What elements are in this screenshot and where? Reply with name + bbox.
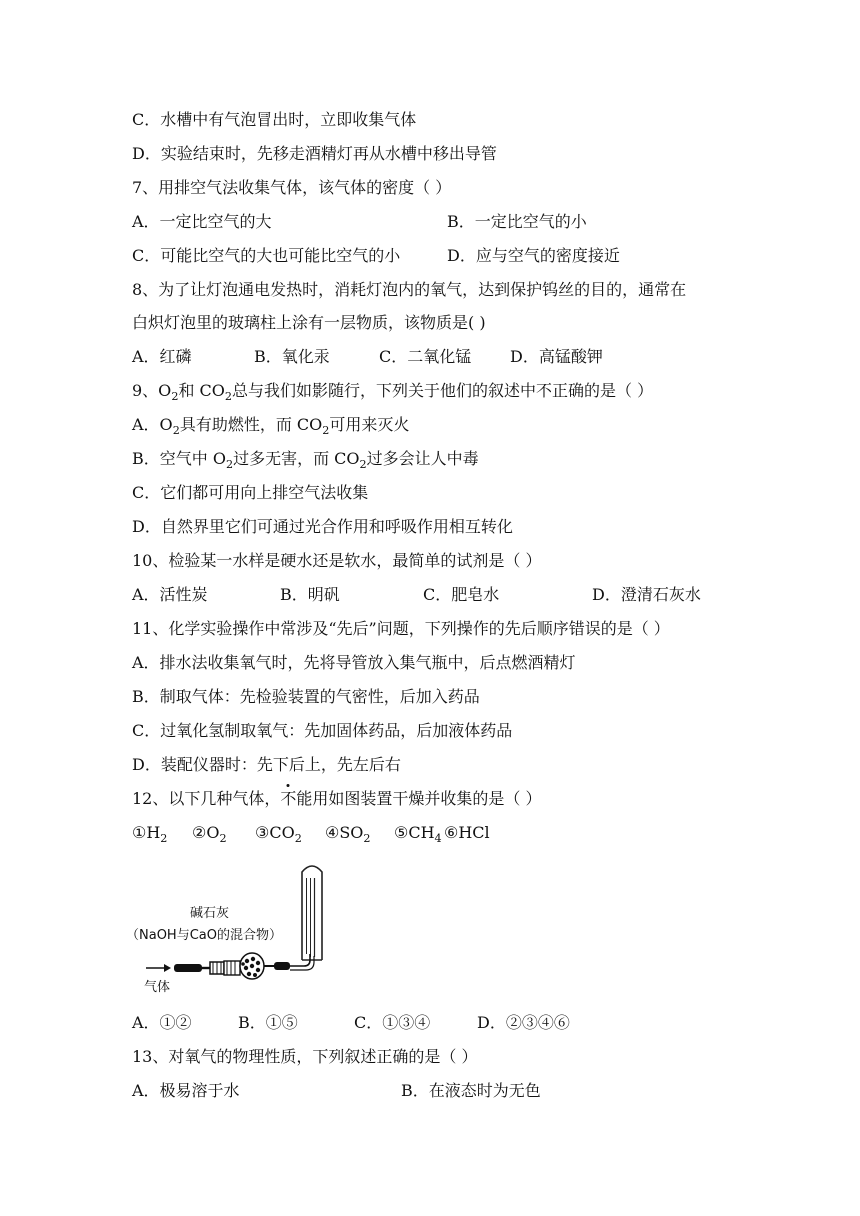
q12-gas-mark: ⑤CH [394, 823, 435, 842]
q9-option-d: D．自然界里它们可通过光合作用和呼吸作用相互转化 [132, 517, 513, 536]
q12-gas-item [394, 823, 442, 846]
q8-stem-line-1: 8、为了让灯泡通电发热时，消耗灯泡内的氧气，达到保护钨丝的目的，通常在 [132, 280, 687, 299]
q7-option-b: B．一定比空气的小 [447, 212, 587, 231]
q9-option-b-part: 过多会让人中毒 [366, 449, 479, 468]
q12-emphasis-char: 不 [280, 789, 297, 808]
tubing-icon [174, 961, 240, 975]
q10-option-a: A．活性炭 [132, 585, 208, 604]
q8-stem-line-2: 白炽灯泡里的玻璃柱上涂有一层物质，该物质是( ) [132, 313, 486, 332]
q7-options-cd [132, 246, 620, 266]
q12-gas-subscript: 2 [219, 832, 227, 846]
q12-gas-mark: ⑥HCl [444, 823, 490, 842]
q10-option-d: D．澄清石灰水 [592, 585, 701, 604]
q9-option-b [132, 449, 479, 472]
q9-option-a-part: 可用来灭火 [329, 415, 410, 434]
q9-stem-part: 和 CO [178, 381, 225, 400]
figure-label-soda-lime: 碱石灰 [190, 906, 230, 921]
q9-stem-part: 9、O [132, 381, 172, 400]
q12-gas-subscript: 4 [434, 832, 442, 846]
q12-options [132, 1013, 570, 1033]
q12-stem [132, 789, 542, 809]
q12-gas-subscript: 2 [160, 832, 168, 846]
q9-option-b-part: 过多无害，而 CO [233, 449, 360, 468]
q8-option-d: D．高锰酸钾 [510, 347, 603, 366]
q7-option-d: D．应与空气的密度接近 [447, 246, 620, 265]
q11-option-a: A．排水法收集氧气时，先将导管放入集气瓶中，后点燃酒精灯 [132, 653, 576, 672]
q9-stem [132, 381, 654, 404]
gas-inlet-arrow-icon [146, 964, 171, 972]
q9-option-b-part: B．空气中 O [132, 449, 226, 468]
apparatus-drawing [134, 858, 324, 998]
q9-option-c: C．它们都可用向上排空气法收集 [132, 483, 369, 502]
q9-stem-subscript: 2 [171, 390, 179, 404]
q9-option-a [132, 415, 410, 438]
q12-option-b: B．①⑤ [238, 1013, 298, 1032]
q9-stem-subscript: 2 [224, 390, 233, 404]
q11-option-b: B．制取气体：先检验装置的气密性，后加入药品 [132, 687, 480, 706]
q8-option-c: C．二氧化锰 [379, 347, 472, 366]
figure-label-mixture: （NaOH与CaO的混合物） [126, 928, 282, 943]
q9-option-a-part: A．O [132, 415, 173, 434]
q6-option-c: C．水槽中有气泡冒出时，立即收集气体 [132, 110, 417, 129]
q12-gas-mark: ②O [192, 823, 220, 842]
q12-gas-item [132, 823, 168, 846]
q9-option-a-subscript: 2 [322, 424, 330, 438]
q12-gas-item [255, 823, 302, 846]
q7-options-ab [132, 212, 587, 232]
drying-bulb-icon [240, 953, 264, 979]
q8-option-a: A．红磷 [132, 347, 192, 366]
q12-stem-part: 用如图装置干燥并收集的是（ ） [312, 789, 542, 808]
q12-gas-mark: ①H [132, 823, 161, 842]
q12-gas-subscript: 2 [294, 832, 302, 846]
q12-gas-mark: ④SO [325, 823, 364, 842]
figure-label-gas: 气体 [144, 980, 171, 995]
q12-option-d: D．②③④⑥ [477, 1013, 570, 1032]
collection-tube-icon [302, 866, 322, 960]
q11-stem: 11、化学实验操作中常涉及“先后”问题，下列操作的先后顺序错误的是（ ） [132, 619, 670, 638]
outlet-tubing-icon [264, 954, 314, 970]
q12-emphasis-char: 能 [296, 789, 313, 808]
q12-option-a: A．①② [132, 1013, 192, 1032]
q7-option-a: A．一定比空气的大 [132, 212, 272, 231]
q11-option-c: C．过氧化氢制取氧气：先加固体药品，后加液体药品 [132, 721, 513, 740]
q12-gas-item [192, 823, 227, 846]
q13-stem: 13、对氧气的物理性质，下列叙述正确的是（ ） [132, 1047, 478, 1066]
q9-option-b-subscript: 2 [359, 458, 367, 472]
q13-option-b: B．在液态时为无色 [401, 1081, 541, 1100]
q11-option-d: D．装配仪器时：先下后上，先左后右 [132, 755, 401, 774]
q8-option-b: B．氧化汞 [254, 347, 330, 366]
q10-options [132, 585, 701, 605]
q6-option-d: D．实验结束时，先移走酒精灯再从水槽中移出导管 [132, 144, 497, 163]
q12-option-c: C．①③④ [354, 1013, 431, 1032]
q8-options [132, 347, 603, 367]
q12-gas-mark: ③CO [255, 823, 295, 842]
q12-gas-subscript: 2 [363, 832, 371, 846]
q12-stem-part: 12、以下几种气体， [132, 789, 281, 808]
q10-option-c: C．肥皂水 [423, 585, 500, 604]
drying-apparatus-figure [126, 858, 324, 998]
q9-stem-part: 总与我们如影随行，下列关于他们的叙述中不正确的是（ ） [232, 381, 654, 400]
q10-option-b: B．明矾 [280, 585, 340, 604]
q12-gas-item [325, 823, 371, 846]
q13-option-a: A．极易溶于水 [132, 1081, 240, 1100]
q7-option-c: C．可能比空气的大也可能比空气的小 [132, 246, 401, 265]
q9-option-b-subscript: 2 [225, 458, 234, 472]
q10-stem: 10、检验某一水样是硬水还是软水，最简单的试剂是（ ） [132, 551, 542, 570]
q13-options-ab [132, 1081, 541, 1101]
q9-option-a-subscript: 2 [172, 424, 180, 438]
q7-stem: 7、用排空气法收集气体，该气体的密度（ ） [132, 178, 452, 197]
q12-gas-item [444, 823, 490, 843]
q9-option-a-part: 具有助燃性，而 CO [179, 415, 323, 434]
